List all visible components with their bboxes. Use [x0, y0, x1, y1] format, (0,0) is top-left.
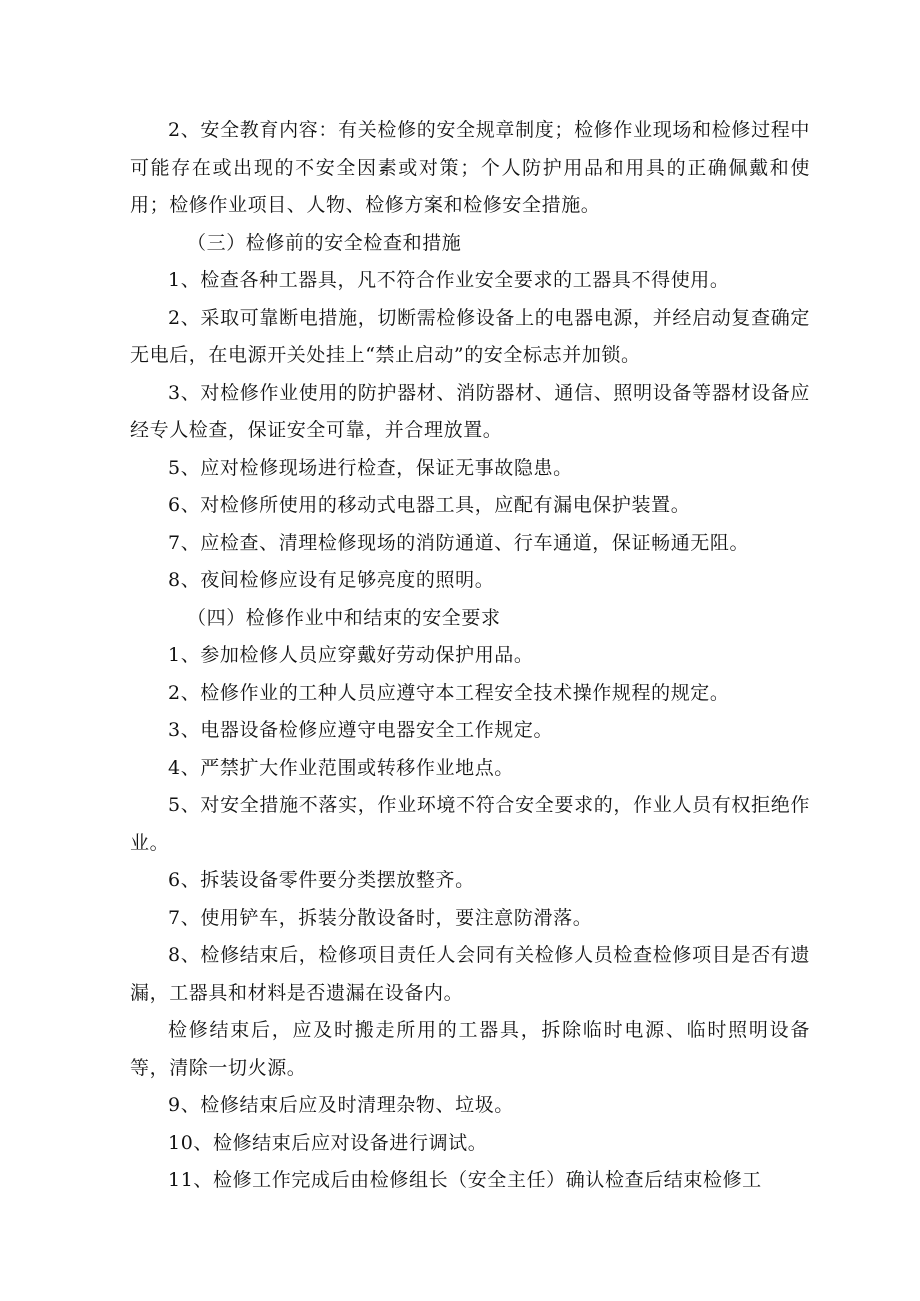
paragraph-item: 9、检修结束后应及时清理杂物、垃圾。 — [168, 1094, 514, 1116]
paragraph-item: 6、拆装设备零件要分类摆放整齐。 — [168, 869, 475, 891]
paragraph-item: 6、对检修所使用的移动式电器工具，应配有漏电保护装置。 — [168, 494, 691, 516]
section-heading-during-and-after: （四）检修作业中和结束的安全要求 — [187, 606, 501, 629]
section-heading-pre-inspection: （三）检修前的安全检查和措施 — [187, 231, 462, 254]
paragraph-item: 5、对安全措施不落实，作业环境不符合安全要求的，作业人员有权拒绝作业。 — [130, 794, 810, 854]
paragraph-safety-education-content: 2、安全教育内容：有关检修的安全规章制度；检修作业现场和检修过程中可能存在或出现的不安全因素或对策；个人防护用品和用具的正确佩戴和使用；检修作业项目、人物、检修方案和检修安全措施。 — [130, 119, 810, 216]
paragraph-item: 7、使用铲车，拆装分散设备时，要注意防滑落。 — [168, 906, 593, 929]
paragraph-item: 7、应检查、清理检修现场的消防通道、行车通道，保证畅通无阻。 — [168, 531, 750, 554]
paragraph-item: 4、严禁扩大作业范围或转移作业地点。 — [168, 756, 514, 779]
paragraph-item: 3、电器设备检修应遵守电器安全工作规定。 — [168, 719, 554, 741]
paragraph-item: 11、检修工作完成后由检修组长（安全主任）确认检查后结束检修工 — [168, 1169, 762, 1191]
paragraph-item: 1、参加检修人员应穿戴好劳动保护用品。 — [168, 644, 534, 666]
paragraph-item: 5、应对检修现场进行检查，保证无事故隐患。 — [168, 456, 573, 479]
document-body — [130, 112, 810, 1200]
paragraph-item: 检修结束后，应及时搬走所用的工器具，拆除临时电源、临时照明设备等，清除一切火源。 — [130, 1019, 810, 1079]
paragraph-item: 1、检查各种工器具，凡不符合作业安全要求的工器具不得使用。 — [168, 269, 730, 291]
paragraph-item: 8、夜间检修应设有足够亮度的照明。 — [168, 569, 495, 591]
paragraph-item: 2、采取可靠断电措施，切断需检修设备上的电器电源，并经启动复查确定无电后，在电源开关处挂上“禁止启动”的安全标志并加锁。 — [130, 306, 810, 366]
paragraph-item: 2、检修作业的工种人员应遵守本工程安全技术操作规程的规定。 — [168, 681, 730, 704]
paragraph-item: 8、检修结束后，检修项目责任人会同有关检修人员检查检修项目是否有遗漏，工器具和材料是否遗漏在设备内。 — [130, 944, 810, 1004]
paragraph-item: 10、检修结束后应对设备进行调试。 — [168, 1131, 488, 1154]
paragraph-item: 3、对检修作业使用的防护器材、消防器材、通信、照明设备等器材设备应经专人检查，保证安全可靠，并合理放置。 — [130, 381, 810, 441]
